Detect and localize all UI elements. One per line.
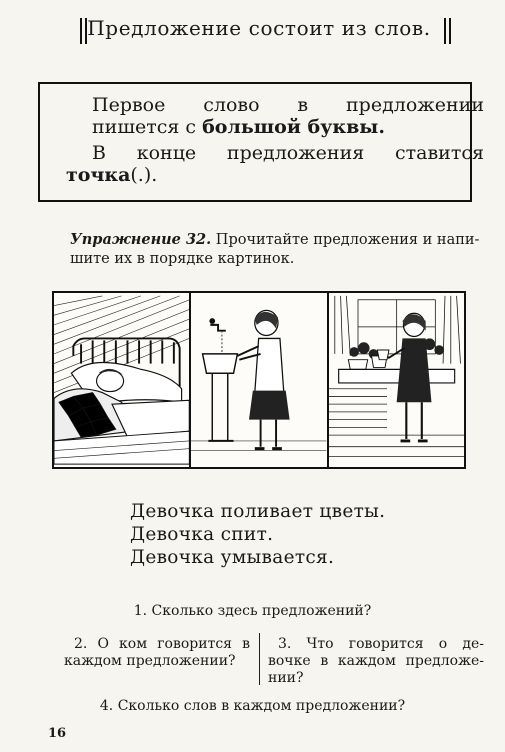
rule-line-2 [92, 116, 484, 138]
rule-line-4-bold: точка [66, 164, 131, 186]
exercise-line-2: шите их в порядке картинок. [70, 251, 295, 267]
question-3-line-1: 3. Что говорится о де- [278, 636, 484, 652]
question-3-line-2: вочке в каждом предложе- [268, 653, 484, 669]
page-number: 16 [48, 726, 67, 741]
washing-girl-illustration [191, 293, 326, 467]
picture-washing-girl [189, 293, 326, 467]
rule-line-2-prefix: пишется с [92, 116, 203, 138]
title-row [0, 14, 505, 50]
question-3 [268, 636, 484, 687]
rule-line-1: Первое слово в предложении [92, 94, 484, 116]
question-2-line-1: 2. О ком говорится в [74, 636, 250, 652]
question-2-line-2: каждом предложении? [64, 653, 236, 669]
picture-sleeping-girl [54, 293, 189, 467]
title-right-bars [444, 18, 451, 44]
rule-line-4-rest: (.). [130, 164, 158, 186]
exercise [70, 230, 480, 269]
rule-line-3: В конце предложения ставится [92, 142, 484, 164]
sentence-item: Девочка спит. [130, 524, 274, 545]
page-title: Предложение состоит из слов. [87, 16, 431, 40]
sleeping-girl-illustration [54, 293, 189, 467]
rule-box [38, 82, 484, 202]
picture-watering-girl [327, 293, 464, 467]
question-4: 4. Сколько слов в каждом предложении? [99, 698, 406, 714]
sentence-item: Девочка поливает цветы. [130, 501, 386, 522]
question-1: 1. Сколько здесь предложений? [133, 603, 372, 619]
exercise-label: Упражнение 32. [70, 231, 212, 248]
watering-girl-illustration [329, 293, 464, 467]
picture-strip [52, 291, 466, 469]
rule-line-4 [66, 164, 458, 186]
sentence-list [130, 500, 385, 569]
question-2 [64, 636, 250, 670]
question-divider [259, 633, 260, 685]
question-3-line-3: нии? [268, 670, 304, 686]
exercise-line-1 [70, 230, 480, 250]
sentence-item: Девочка умывается. [130, 547, 335, 568]
rule-line-2-bold: большой буквы. [202, 116, 385, 138]
exercise-text-1: Прочитайте предложения и напи- [215, 232, 480, 248]
